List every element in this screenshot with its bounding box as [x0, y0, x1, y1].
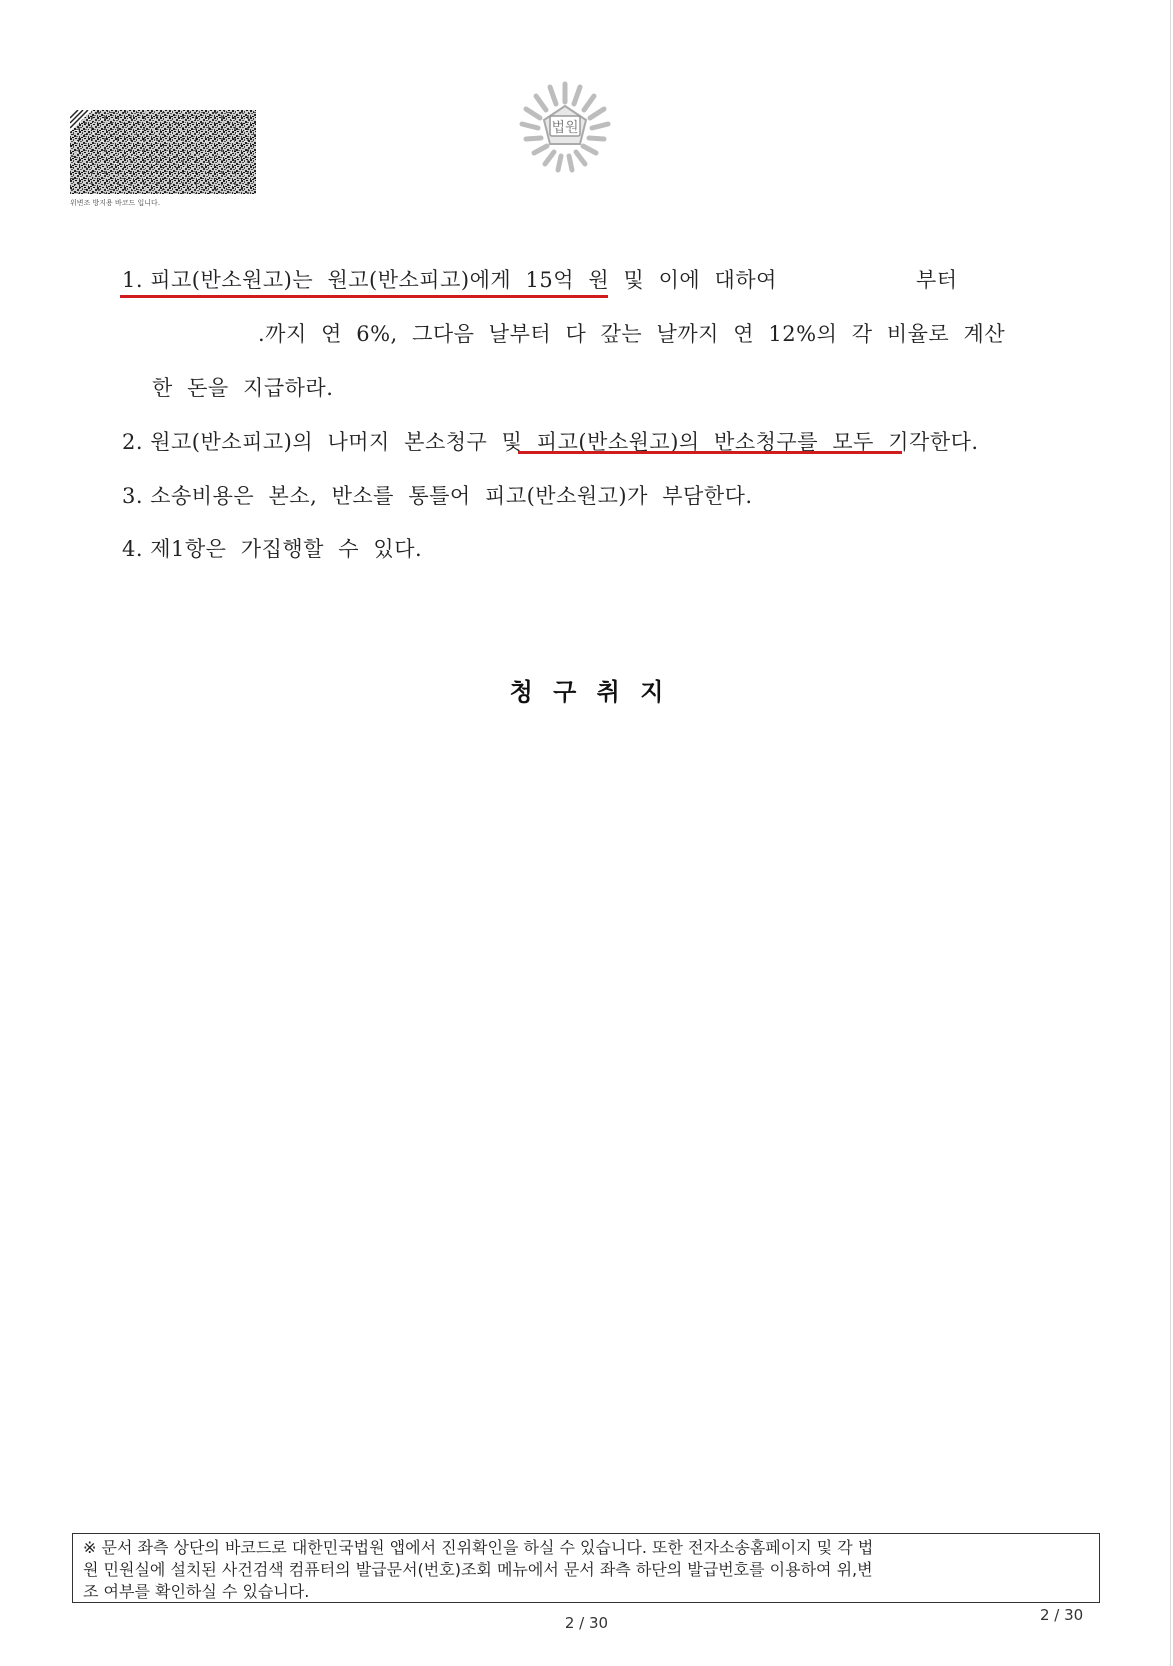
item-number: 3.	[122, 484, 144, 508]
item-1-line-1	[122, 264, 777, 294]
item-text: 소송비용은 본소, 반소를 통틀어 피고(반소원고)가 부담한다.	[150, 484, 753, 508]
notice-line-3: 조 여부를 확인하실 수 있습니다.	[83, 1582, 310, 1601]
item-text: 피고(반소원고)는 원고(반소피고)에게 15억 원 및 이에 대하여	[150, 268, 777, 292]
anti-forgery-barcode	[70, 110, 256, 194]
verification-notice	[72, 1533, 1100, 1603]
item-text: 제1항은 가집행할 수 있다.	[150, 537, 423, 561]
item-1-line-3: 한 돈을 지급하라.	[152, 376, 334, 400]
red-underline-annotation	[120, 295, 608, 298]
red-underline-annotation	[518, 451, 902, 454]
section-heading: 청 구 취 지	[509, 678, 664, 706]
item-4	[122, 533, 422, 563]
item-text: 원고(반소피고)의 나머지 본소청구 및 피고(반소원고)의 반소청구를 모두 기각한다.	[150, 430, 979, 454]
item-number: 4.	[122, 537, 144, 561]
item-1-line-2: .까지 연 6%, 그다음 날부터 다 갚는 날까지 연 12%의 각 비율로 계산	[258, 322, 1006, 346]
notice-line-1: ※ 문서 좌측 상단의 바코드로 대한민국법원 앱에서 진위확인을 하실 수 있습니다. 또한 전자소송홈페이지 및 각 법	[83, 1538, 874, 1557]
court-seal-icon	[514, 76, 616, 178]
page-edge	[1170, 0, 1171, 1666]
page-number: 2 / 30	[564, 1614, 609, 1632]
seal-label: 법원	[551, 120, 579, 136]
item-3	[122, 480, 753, 510]
notice-line-2: 원 민원실에 설치된 사건검색 컴퓨터의 발급문서(번호)조회 메뉴에서 문서 좌측 하단의 발급번호를 이용하여 위,변	[83, 1560, 873, 1579]
page-number-right: 2 / 30	[1040, 1606, 1084, 1624]
barcode-caption: 위변조 방지용 바코드 입니다.	[70, 199, 161, 207]
item-number: 1.	[122, 268, 144, 292]
item-1-line-1-tail: 부터	[916, 268, 958, 292]
item-number: 2.	[122, 430, 144, 454]
